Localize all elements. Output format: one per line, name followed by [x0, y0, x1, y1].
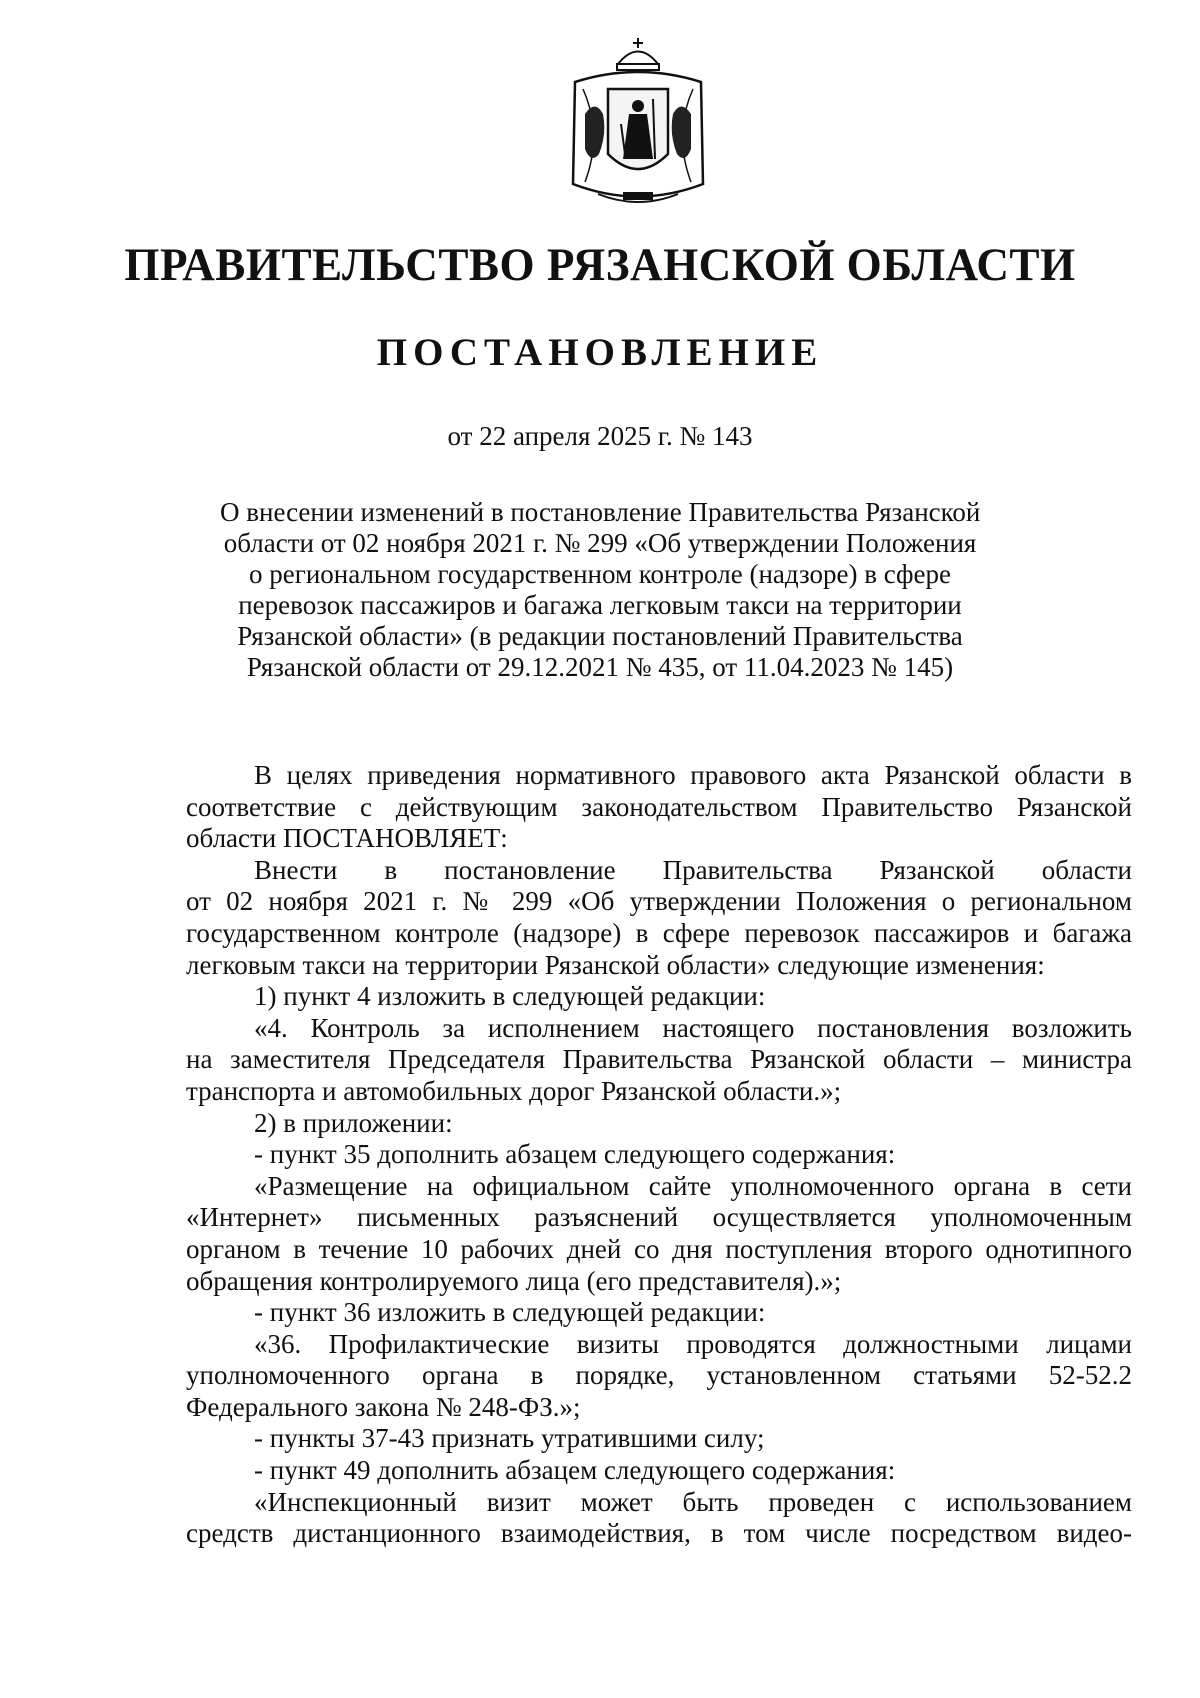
body-line: уполномоченного органа в порядке, установленном статьями 52-52.2 [186, 1360, 1132, 1391]
body-line: «4. Контроль за исполнением настоящего постановления возложить [254, 1012, 1132, 1043]
body-line: - пункты 37-43 признать утратившими силу; [254, 1423, 765, 1454]
body-line: 1) пункт 4 изложить в следующей редакции: [254, 981, 766, 1012]
organization-title: ПРАВИТЕЛЬСТВО РЯЗАНСКОЙ ОБЛАСТИ [124, 239, 1076, 291]
body-line: легковым такси на территории Рязанской области» следующие изменения: [186, 949, 1045, 980]
body-line: - пункт 49 дополнить абзацем следующего содержания: [254, 1455, 896, 1486]
subject-line: Рязанской области от 29.12.2021 № 435, от 11.04.2023 № 145) [246, 652, 954, 682]
document-date-number: от 22 апреля 2025 г. № 143 [447, 421, 753, 451]
body-line: - пункт 35 дополнить абзацем следующего содержания: [254, 1139, 896, 1170]
subject-line: области от 02 ноября 2021 г. № 299 «Об утверждении Положения [223, 528, 977, 558]
subject-line: перевозок пассажиров и багажа легковым такси на территории [238, 590, 962, 620]
body-line: государственном контроле (надзоре) в сфере перевозок пассажиров и багажа [186, 917, 1132, 948]
subject-line: о региональном государственном контроле (надзоре) в сфере [249, 559, 951, 589]
body-line: средств дистанционного взаимодействия, в том числе посредством видео- [186, 1518, 1132, 1549]
body-line: соответствие с действующим законодательством Правительство Рязанской [186, 791, 1132, 822]
coat-of-arms-icon [563, 34, 713, 214]
document-type: ПОСТАНОВЛЕНИЕ [376, 331, 824, 374]
body-line: области ПОСТАНОВЛЯЕТ: [186, 823, 508, 854]
body-line: Внести в постановление Правительства Рязанской области [254, 854, 1132, 885]
body-line: от 02 ноября 2021 г. № 299 «Об утверждении Положения о региональном [186, 886, 1132, 917]
body-line: «Инспекционный визит может быть проведен с использованием [254, 1486, 1132, 1517]
body-line: «36. Профилактические визиты проводятся должностными лицами [254, 1328, 1132, 1359]
body-line: 2) в приложении: [254, 1107, 453, 1138]
body-line: на заместителя Председателя Правительства Рязанской области – министра [186, 1044, 1132, 1075]
body-line: обращения контролируемого лица (его представителя).»; [186, 1265, 842, 1296]
body-line: Федерального закона № 248-ФЗ.»; [186, 1391, 581, 1422]
body-line: «Размещение на официальном сайте уполномоченного органа в сети [254, 1170, 1132, 1201]
body-line: «Интернет» письменных разъяснений осуществляется уполномоченным [186, 1202, 1132, 1233]
body-line: - пункт 36 изложить в следующей редакции: [254, 1297, 766, 1328]
body-line: органом в течение 10 рабочих дней со дня поступления второго однотипного [186, 1233, 1132, 1264]
document-body [186, 760, 1132, 1550]
body-line: В целях приведения нормативного правового акта Рязанской области в [254, 760, 1132, 790]
subject-line: О внесении изменений в постановление Правительства Рязанской [220, 497, 981, 527]
subject-line: Рязанской области» (в редакции постановлений Правительства [237, 621, 963, 651]
document-subject [220, 497, 980, 683]
body-line: транспорта и автомобильных дорог Рязанской области.»; [186, 1075, 842, 1106]
